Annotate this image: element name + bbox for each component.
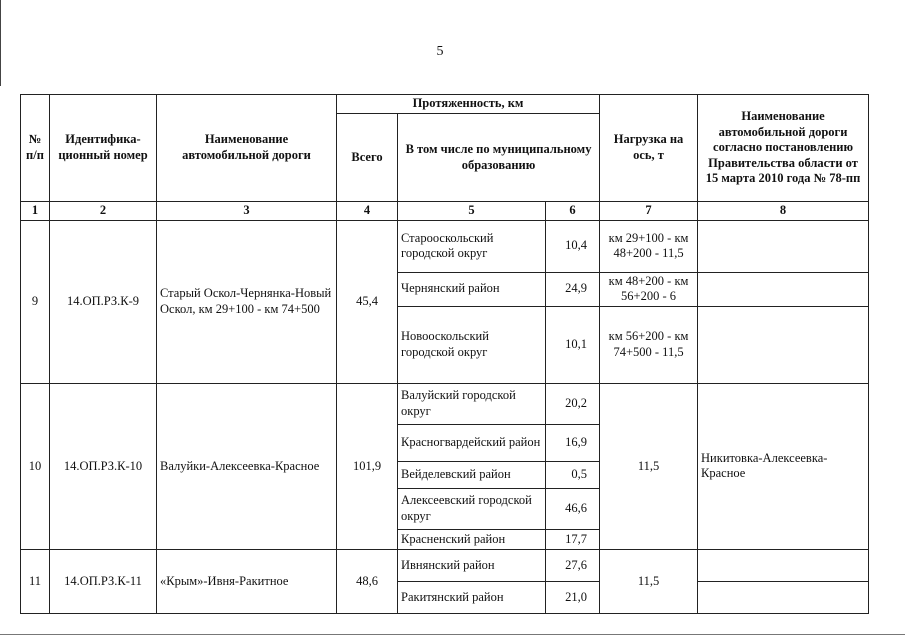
road-id: 14.ОП.РЗ.К-10 (50, 383, 157, 549)
segment-length: 27,6 (546, 549, 600, 581)
segment-resolution-name (698, 272, 869, 306)
segment-district: Новооскольский городской округ (398, 306, 546, 383)
segment-resolution-name (698, 220, 869, 272)
header-total: Всего (337, 114, 398, 202)
segment-district: Валуйский городской округ (398, 383, 546, 424)
road-total: 45,4 (337, 220, 398, 383)
segment-length: 46,6 (546, 488, 600, 529)
road-total: 101,9 (337, 383, 398, 549)
segment-district: Ивнянский район (398, 549, 546, 581)
road-load: 11,5 (600, 549, 698, 613)
header-length-group: Протяженность, км (337, 95, 600, 114)
header-resolution-name: Наименование автомобильной дороги согласно постановлению Правительства области от 15 марта 2010 года № 78-пп (698, 95, 869, 202)
page-bottom-rule (0, 634, 905, 635)
header-id: Идентифика-ционный номер (50, 95, 157, 202)
road-name: Валуйки-Алексеевка-Красное (157, 383, 337, 549)
column-number: 7 (600, 202, 698, 221)
road-load: 11,5 (600, 383, 698, 549)
table-row (21, 220, 869, 272)
segment-length: 21,0 (546, 581, 600, 613)
road-num: 10 (21, 383, 50, 549)
segment-load: км 56+200 - км 74+500 - 11,5 (600, 306, 698, 383)
segment-length: 10,1 (546, 306, 600, 383)
header-municipal: В том числе по муниципальному образованию (398, 114, 600, 202)
header-num: № п/п (21, 95, 50, 202)
segment-load: км 29+100 - км 48+200 - 11,5 (600, 220, 698, 272)
column-number: 3 (157, 202, 337, 221)
road-resolution-name: Никитовка-Алексеевка-Красное (698, 383, 869, 549)
segment-district: Ракитянский район (398, 581, 546, 613)
segment-length: 24,9 (546, 272, 600, 306)
column-number: 8 (698, 202, 869, 221)
roads-table (20, 94, 869, 614)
segment-resolution-name (698, 581, 869, 613)
page-number: 5 (436, 44, 444, 59)
road-id: 14.ОП.РЗ.К-11 (50, 549, 157, 613)
segment-resolution-name (698, 306, 869, 383)
table-row (21, 383, 869, 424)
road-name: Старый Оскол-Чернянка-Новый Оскол, км 29+100 - км 74+500 (157, 220, 337, 383)
segment-load: км 48+200 - км 56+200 - 6 (600, 272, 698, 306)
segment-district: Чернянский район (398, 272, 546, 306)
column-number: 1 (21, 202, 50, 221)
road-name: «Крым»-Ивня-Ракитное (157, 549, 337, 613)
column-number: 2 (50, 202, 157, 221)
segment-resolution-name (698, 549, 869, 581)
column-number: 4 (337, 202, 398, 221)
page-left-rule (0, 0, 1, 86)
segment-length: 16,9 (546, 424, 600, 461)
road-total: 48,6 (337, 549, 398, 613)
column-number: 5 (398, 202, 546, 221)
segment-length: 10,4 (546, 220, 600, 272)
header-road-name: Наименование автомобильной дороги (157, 95, 337, 202)
road-id: 14.ОП.РЗ.К-9 (50, 220, 157, 383)
segment-district: Вейделевский район (398, 461, 546, 488)
segment-district: Красненский район (398, 529, 546, 549)
header-axle-load: Нагрузка на ось, т (600, 95, 698, 202)
segment-length: 20,2 (546, 383, 600, 424)
column-number: 6 (546, 202, 600, 221)
segment-district: Красногвардейский район (398, 424, 546, 461)
segment-length: 0,5 (546, 461, 600, 488)
segment-district: Старооскольский городской округ (398, 220, 546, 272)
table-row (21, 549, 869, 581)
segment-district: Алексеевский городской округ (398, 488, 546, 529)
segment-length: 17,7 (546, 529, 600, 549)
road-num: 9 (21, 220, 50, 383)
road-num: 11 (21, 549, 50, 613)
